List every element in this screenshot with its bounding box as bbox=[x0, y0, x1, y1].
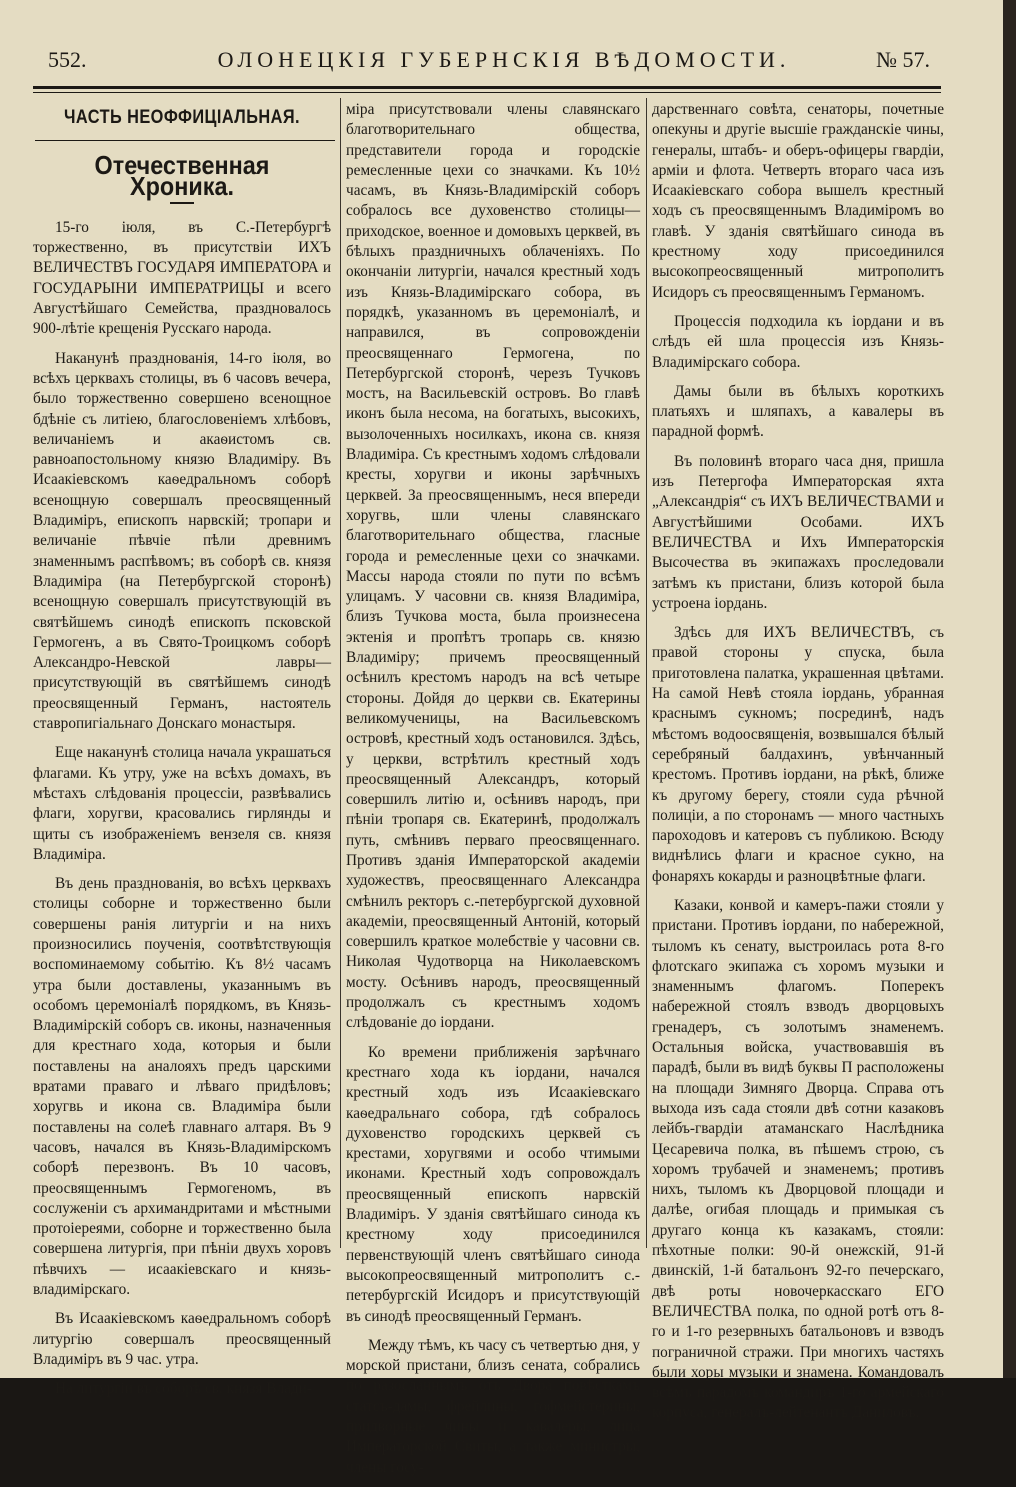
column-divider bbox=[646, 98, 647, 1248]
paragraph: Еще наканунѣ столица начала украшаться флагами. Къ утру, уже на всѣхъ домахъ, въ мѣстахъ слѣдованія процессіи, развѣвались флаги, хоругви, красовались гирлянды и щиты съ изображеніемъ вензеля св. князя Владиміра. bbox=[33, 744, 331, 863]
paragraph: Дамы были въ бѣлыхъ короткихъ платьяхъ и шляпахъ, а кавалеры въ парадной формѣ. bbox=[652, 382, 944, 441]
column-2 bbox=[346, 100, 640, 1487]
column-3 bbox=[652, 100, 944, 1433]
header-rule-thick bbox=[33, 86, 941, 89]
paragraph: На литургіи въ соборѣ св. князя Влади- bbox=[55, 1380, 312, 1398]
paragraph: дарственнаго совѣта, сенаторы, почетные опекуны и другіе высшіе гражданскіе чины, генералы, штабъ- и оберъ-офицеры гвардіи, арміи и флота. Четверть втораго часа изъ Исаакіевскаго собора вышелъ крестный ходъ съ преосвященнымъ Владиміромъ во главѣ. У зданія святѣйшаго синода въ крестному ходу присоединился высокопреосвященный митрополитъ Исидоръ съ преосвященнымъ Германомъ. bbox=[652, 101, 944, 301]
paragraph: Наканунѣ празднованія, 14-го іюля, во всѣхъ церквахъ столицы, въ 6 часовъ вечера, было торжественно совершено всенощное бдѣніе съ литіею, благословеніемъ хлѣбовъ, величаніемъ и акаѳистомъ св. равноапостольному князю Владиміру. Въ Исаакіевскомъ каѳедральномъ соборѣ всенощную совершалъ преосвященный Владиміръ, епископъ нарвскій; тропари и величаніе пѣвчіе пѣли древнимъ знаменнымъ распѣвомъ; въ соборѣ св. князя Владиміра (на Петербургской сторонѣ) всенощную совершалъ присутствующій въ святѣйшемъ синодѣ епископъ псковской Гермогенъ, а въ Свято-Троицкомъ соборѣ Александро-Невской лавры—присутствующій въ святѣйшемъ синодѣ преосвященный Германъ, настоятель ставропигіальнаго Донскаго монастыря. bbox=[33, 349, 331, 733]
column-1 bbox=[33, 100, 331, 1409]
page-number: 552. bbox=[48, 47, 87, 72]
section-title: ЧАСТЬ НЕОФФИЦІАЛЬНАЯ. bbox=[64, 107, 300, 128]
paragraph: Процессія подходила къ іордани и въ слѣдъ ей шла процессія изъ Князь-Владимірскаго собора. bbox=[652, 312, 944, 371]
header-rule-thin bbox=[33, 92, 941, 93]
paragraph: Между тѣмъ, къ часу съ четвертью дня, у морской пристани, близъ сената, собрались по разосланнымъ отъ Двора повѣсткамъ статсъ-дамы, фрейлины, гофмейстерины, придворные чины и кавалеры, лица Императорской Свиты, а также министры, члены госу- bbox=[346, 1336, 640, 1476]
masthead-title: ОЛОНЕЦКІЯ ГУБЕРНСКІЯ ВѢДОМОСТИ. bbox=[217, 47, 791, 72]
paragraph: Казаки, конвой и камеръ-пажи стояли у пристани. Противъ іордани, по набережной, тыломъ къ сенату, выстроилась рота 8-го флотскаго экипажа съ хоромъ музыки и знаменнымъ флагомъ. Поперекъ набережной стоялъ взводъ дворцовыхъ гренадеръ, съ золотымъ знаменемъ. Остальныя войска, участвовавшія въ парадѣ, были въ видѣ буквы П расположены на площади Зимняго Дворца. Справа отъ выхода изъ сада стояли двѣ сотни казаковъ лейбъ-гвардіи атаманскаго Наслѣдника Цесаревича полка, въ пѣшемъ строю, съ хоромъ трубачей и знаменемъ; противъ нихъ, тыломъ къ Дворцовой площади и далѣе, огибая площадь и примыкая съ другаго конца къ казакамъ, стояли: пѣхотные полки: 90-й онежскій, 91-й двинскій, 1-й батальонъ 92-го печерскаго, двѣ роты новочеркасскаго ЕГО ВЕЛИЧЕСТВА полка, по одной ротѣ отъ 8-го и 1-го резервныхъ батальоновъ и взводъ пограничной стражи. При многихъ частяхъ были хоры музыки и знамена. Командовалъ всѣмъ парадомъ командиръ 1-го армейскаго корпуса, генералъ-лейтенантъ Даниловъ. bbox=[652, 896, 944, 1422]
page-edge bbox=[1003, 0, 1016, 1378]
paragraph: Въ Исаакіевскомъ каѳедральномъ соборѣ литургію совершалъ преосвященный Владиміръ въ 9 час. утра. bbox=[33, 1310, 331, 1368]
paragraph: Здѣсь для ИХЪ ВЕЛИЧЕСТВЪ, съ правой стороны у спуска, была приготовлена палатка, украшенная цвѣтами. На самой Невѣ стояла іордань, убранная краснымъ сукномъ; посрединѣ, надъ мѣстомъ водоосвященія, возвышался бѣлый серебряный балдахинъ, увѣнчанный крестомъ. Противъ іордани, на рѣкѣ, ближе къ другому берегу, стояли суда рѣчной полиціи, а по сторонамъ — много частныхъ пароходовъ и катеровъ съ публикою. Всюду виднѣлись флаги и красное сукно, на фонаряхъ кокарды и разноцвѣтные флаги. bbox=[652, 624, 944, 885]
running-head bbox=[44, 44, 936, 84]
heading-dash bbox=[170, 202, 194, 204]
column-divider bbox=[340, 98, 341, 1248]
paragraph: міра присутствовали члены славянскаго благотворительнаго общества, представители города и городскіе ремесленные цехи со значками. Къ 10½ часамъ, въ Князь-Владимірскій соборъ собралось все духовенство столицы—приходское, военное и домовыхъ церквей, въ бѣлыхъ праздничныхъ облаченіяхъ. По окончаніи литургіи, начался крестный ходъ изъ Князь-Владимірскаго собора, въ порядкѣ, указанномъ въ церемоніалѣ, и направился, въ сопровожденіи преосвященнаго Гермогена, по Петербургской сторонѣ, черезъ Тучковъ мостъ, на Васильевскій островъ. Во главѣ иконъ была несома, на богатыхъ, высокихъ, вызолоченныхъ носилкахъ, икона св. князя Владиміра. Съ крестнымъ ходомъ слѣдовали кресты, хоругви и иконы зарѣчныхъ церквей. За преосвященнымъ, неся впереди хоругвь, шли члены славянскаго благотворительнаго общества, гласные города и ремесленные цехи со значками. Массы народа стояли по пути по всѣмъ улицамъ. У часовни св. князя Владиміра, близъ Тучкова моста, была произнесена эктенія и пропѣтъ тропарь св. князю Владиміру; причемъ преосвященный осѣнилъ крестомъ народъ на всѣ четыре стороны. Дойдя до церкви св. Екатерины великомученицы, на Васильевскомъ островѣ, крестный ходъ остановился. Здѣсь, у церкви, встрѣтилъ крестный ходъ преосвященный Александръ, который совершилъ литію и, осѣнивъ народъ, при пѣніи тропаря св. Екатеринѣ, продолжалъ путь, смѣнивъ перваго преосвященнаго. Противъ зданія Императорской академіи художествъ, преосвященнаго Александра смѣнилъ ректоръ с.-петербургской духовной академіи, преосвященный Антоній, который совершилъ краткое молебствіе у часовни св. Николая Чудотворца на Николаевскомъ мосту. Осѣнивъ народъ, преосвященный продолжалъ съ крестнымъ ходомъ слѣдованіе до іордани. bbox=[346, 101, 640, 1032]
paragraph: Въ половинѣ втораго часа дня, пришла изъ Петергофа Императорская яхта „Александрія“ съ ИХЪ ВЕЛИЧЕСТВАМИ и Августѣйшими Особами. ИХЪ ВЕЛИЧЕСТВА и Ихъ Императорскія Высочества въ экипажахъ проследовали затѣмъ къ пристани, близъ которой была устроена іордань. bbox=[652, 452, 944, 612]
paragraph: Въ день празднованія, во всѣхъ церквахъ столицы соборне и торжественно были совершены ранія литургіи и на нихъ произносились поученія, соотвѣтствующія воспоминаемому событію. Къ 8½ часамъ утра были доставлены, указаннымъ въ особомъ церемоніалѣ порядкомъ, въ Князь-Владимірскій соборъ св. иконы, назначенныя для крестнаго хода, которыя и были поставлены на аналояхъ предъ царскими вратами праваго и лѣваго придѣловъ; хоругвь и икона св. Владиміра были поставлены на солеѣ главнаго алтаря. Въ 9 часовъ, начался въ Князь-Владимірскомъ соборѣ перезвонъ. Въ 10 часовъ, преосвященнымъ Гермогеномъ, въ сослуженіи съ архимандритами и мѣстными протоіереями, соборне и торжественно была совершена литургія, при пѣніи двухъ хоровъ пѣвчихъ — исаакіевскаго и князь-владимірскаго. bbox=[33, 875, 331, 1299]
paragraph: 15-го іюля, въ С.-Петербургѣ торжественно, въ присутствіи ИХЪ ВЕЛИЧЕСТВЪ ГОСУДАРЯ ИМПЕРАТОРА и ГОСУДАРЫНИ ИМПЕРАТРИЦЫ и всего Августѣйшаго Семейства, праздновалось 900-лѣтіе крещенія Русскаго народа. bbox=[33, 218, 331, 338]
issue-number: № 57. bbox=[876, 47, 930, 72]
article-heading: Отечественная Хроника. bbox=[94, 150, 270, 201]
section-rule bbox=[35, 140, 335, 141]
paragraph: Ко времени приближенія зарѣчнаго крестнаго хода къ іордани, начался крестный ходъ изъ Исаакіевскаго каѳедральнаго собора, гдѣ собралось духовенство городскихъ церквей съ крестами, хоругвями и особо чтимыми иконами. Крестный ходъ сопровождалъ преосвященный епископъ нарвскій Владиміръ. У зданія святѣйшаго синода къ крестному ходу присоединился первенствующій членъ святѣйшаго синода высокопреосвященный митрополитъ с.-петербургскій Исидоръ и присутствующій въ синодѣ преосвященный Германъ. bbox=[346, 1043, 640, 1325]
